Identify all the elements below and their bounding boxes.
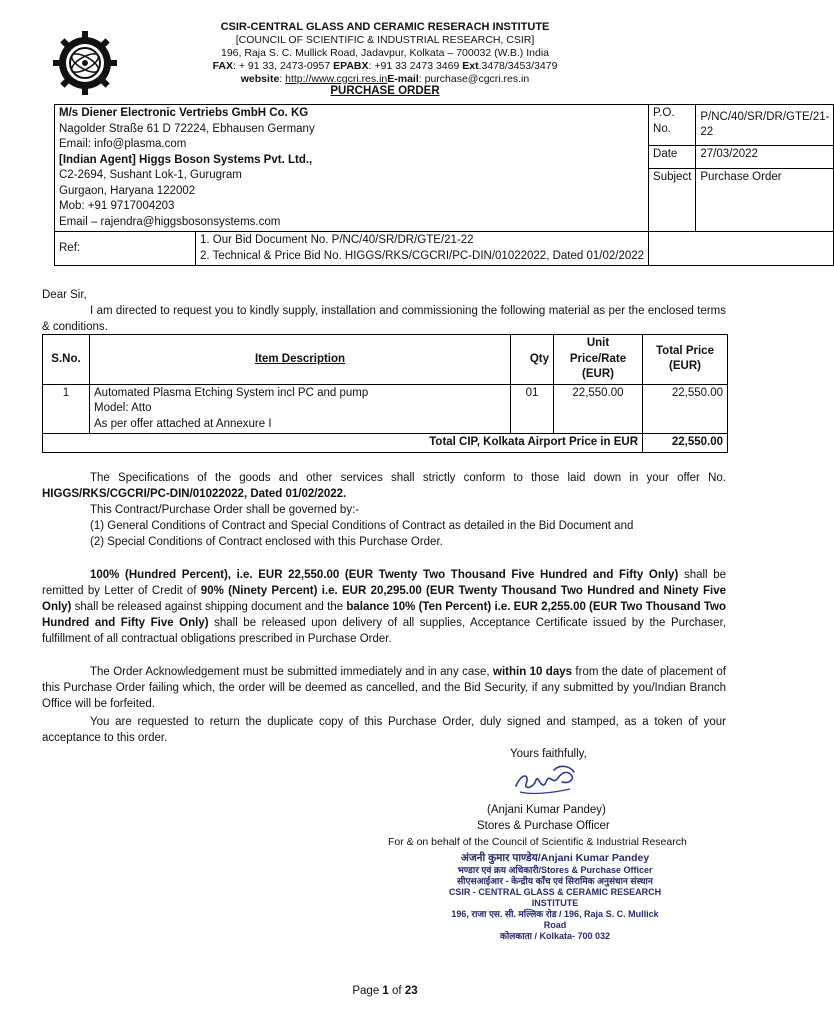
payment-10: balance 10% (Ten Percent) i.e. EUR 2,255.00 (EUR Two Thousand Two Hundred and Fifty Five Only): [42, 601, 726, 629]
item-model: Model: Atto: [94, 402, 152, 414]
stamp-line: अंजनी कुमार पाण्डेय/Anjani Kumar Pandey: [460, 852, 650, 864]
vendor-name: M/s Diener Electronic Vertriebs GmbH Co. KG: [59, 107, 309, 119]
page-of: of: [392, 985, 402, 997]
item-annexure: As per offer attached at Annexure I: [94, 417, 272, 430]
email-label: E-mail: [387, 73, 419, 85]
intro-paragraph: [42, 303, 726, 335]
email-address: : purchase@cgcri.res.in: [418, 73, 530, 85]
ref-item: 1. Our Bid Document No. P/NC/40/SR/DR/GTE/21-22: [200, 234, 474, 246]
item-name: Automated Plasma Etching System incl PC and pump: [94, 386, 369, 399]
date-label: Date: [649, 146, 696, 169]
total-value: 22,550.00: [643, 434, 728, 453]
website-link[interactable]: http://www.cgcri.res.in: [285, 73, 388, 85]
institute-name: CSIR-CENTRAL GLASS AND CERAMIC RESERACH INSTITUTE: [220, 21, 550, 33]
agent-address-2: Gurgaon, Haryana 122002: [59, 184, 196, 197]
items-table: [42, 334, 728, 453]
col-sno: S.No.: [43, 335, 90, 385]
vendor-email: Email: info@plasma.com: [59, 138, 187, 150]
spec-offer-no: HIGGS/RKS/CGCRI/PC-DIN/01022022, Dated 01/02/2022.: [42, 488, 347, 500]
stamp-line: सीएसआईआर - केन्द्रीय काँच एवं सिरामिक अनुसंधान संस्थान: [457, 876, 653, 886]
signatory-behalf: For & on behalf of the Council of Scientific & Industrial Research: [388, 836, 687, 848]
col-qty: Qty: [511, 335, 554, 385]
signatory-designation: Stores & Purchase Officer: [477, 820, 610, 832]
row-unit-price: 22,550.00: [554, 384, 643, 434]
epabx-label: EPABX: [333, 60, 369, 72]
page-total: 23: [404, 985, 418, 997]
return-text: You are requested to return the duplicate copy of this Purchase Order, duly signed and stamped, as a token of your acceptance to this order.: [42, 716, 726, 744]
col-total-price: Total Price (EUR): [643, 335, 728, 385]
po-number: P/NC/40/SR/DR/GTE/21-22: [696, 105, 834, 146]
stamp-line: कोलकाता / Kolkata- 700 032: [499, 931, 611, 941]
ext-number: .3478/3453/3479: [478, 60, 558, 72]
acknowledgement-paragraph: [42, 664, 726, 712]
closing: Yours faithfully,: [510, 748, 587, 760]
payment-90: 90% (Ninety Percent) i.e. EUR 20,295.00 (EUR Twenty Thousand Two Hundred and Ninety Five Only): [42, 585, 727, 613]
total-label: Total CIP, Kolkata Airport Price in EUR: [43, 434, 643, 453]
institute-address: 196, Raja S. C. Mullick Road, Jadavpur, Kolkata – 700032 (W.B.) India: [220, 47, 549, 59]
website-label: website: [240, 73, 280, 85]
page-label: Page: [352, 985, 380, 997]
agent-name: [Indian Agent] Higgs Boson Systems Pvt. Ltd.,: [59, 153, 313, 166]
payment-text-1: shall be remitted by Letter of Credit of: [42, 569, 727, 597]
total-row: [43, 434, 728, 453]
intro-text: I am directed to request you to kindly supply, installation and commissioning the following material as per the enclosed terms & conditions.: [42, 305, 726, 333]
page-number: [0, 985, 770, 997]
payment-paragraph: [42, 567, 726, 647]
contact-line: [120, 60, 650, 73]
fax-number: : + 91 33, 2473-0957: [232, 60, 331, 72]
col-unit-price: Unit Price/Rate (EUR): [554, 335, 643, 385]
order-info-table: [54, 104, 834, 266]
items-header-row: [43, 335, 728, 385]
ref-list: [196, 232, 648, 265]
payment-total: 100% (Hundred Percent), i.e. EUR 22,550.00 (EUR Twenty Two Thousand Five Hundred and Fifty Only): [90, 569, 679, 581]
signatory-name: (Anjani Kumar Pandey): [487, 804, 606, 816]
subject-label: Subject: [649, 169, 696, 232]
stamp-line: 196, राजा एस. सी. मल्लिक रोड / 196, Raja S. C. Mullick Road: [451, 909, 659, 930]
page-current: 1: [382, 985, 389, 997]
official-stamp: [440, 852, 670, 942]
ack-text-c: from the date of placement of this Purchase Order failing which, the order will be deemed as cancelled, and the Bid Security, if any submitted by you/Indian Branch Office will be forfeited.: [42, 666, 727, 710]
ref-row: [55, 232, 649, 266]
fax-label: FAX: [212, 60, 233, 72]
return-paragraph: [42, 714, 726, 746]
salutation: Dear Sir,: [42, 289, 87, 301]
governed-item-2: (2) Special Conditions of Contract enclosed with this Purchase Order.: [90, 536, 443, 548]
ack-text-a: The Order Acknowledgement must be submitted immediately and in any case,: [90, 666, 490, 678]
ref-label: Ref:: [55, 232, 196, 265]
payment-text-3: shall be released upon delivery of all supplies, Acceptance Certificate issued by the Purchaser, fulfillment of all contractual obligations prescribed in Purchase Order.: [42, 617, 726, 645]
epabx-number: : +91 33 2473 3469: [368, 60, 460, 72]
council-name: [COUNCIL OF SCIENTIFIC & INDUSTRIAL RESEARCH, CSIR]: [235, 34, 535, 46]
governed-item-1: (1) General Conditions of Contract and Special Conditions of Contract as detailed in the Bid Document and: [90, 520, 634, 532]
row-total-price: 22,550.00: [643, 384, 728, 434]
po-label: P.O. No.: [649, 105, 696, 146]
ext-label: Ext: [462, 60, 479, 72]
ack-deadline: within 10 days: [493, 666, 573, 678]
vendor-block: [55, 105, 649, 232]
vendor-address: Nagolder Straße 61 D 72224, Ebhausen Germany: [59, 122, 315, 135]
web-line: website: http://www.cgcri.res.inE-mail: purchase@cgcri.res.in: [240, 73, 530, 85]
po-date: 27/03/2022: [696, 146, 834, 169]
ref-item: 2. Technical & Price Bid No. HIGGS/RKS/CGCRI/PC-DIN/01022022, Dated 01/02/2022: [200, 249, 645, 262]
col-item-description: Item Description: [90, 335, 511, 385]
csir-logo-icon: [52, 30, 118, 96]
payment-text-2: shall be released against shipping document and the: [74, 601, 344, 613]
spec-text: The Specifications of the goods and other services shall strictly conform to those laid down in your offer No.: [90, 472, 726, 484]
row-sno: 1: [43, 384, 90, 434]
agent-mobile: Mob: +91 9717004203: [59, 200, 175, 212]
specification-paragraph: [42, 470, 726, 502]
row-qty: 01: [511, 384, 554, 434]
ref-spacer: [649, 232, 834, 266]
table-row: [43, 384, 728, 434]
signature-image: [512, 762, 582, 798]
governed-by: This Contract/Purchase Order shall be governed by:-: [90, 504, 360, 516]
document-title: PURCHASE ORDER: [330, 85, 440, 97]
agent-email: Email – rajendra@higgsbosonsystems.com: [59, 215, 281, 228]
row-description: [90, 384, 511, 434]
stamp-line: भण्डार एवं क्रय अधिकारी/Stores & Purchase Officer: [457, 865, 653, 875]
po-subject: Purchase Order: [696, 169, 834, 232]
stamp-line: CSIR - CENTRAL GLASS & CERAMIC RESEARCH INSTITUTE: [448, 887, 662, 908]
agent-address-1: C2-2694, Sushant Lok-1, Gurugram: [59, 169, 242, 181]
